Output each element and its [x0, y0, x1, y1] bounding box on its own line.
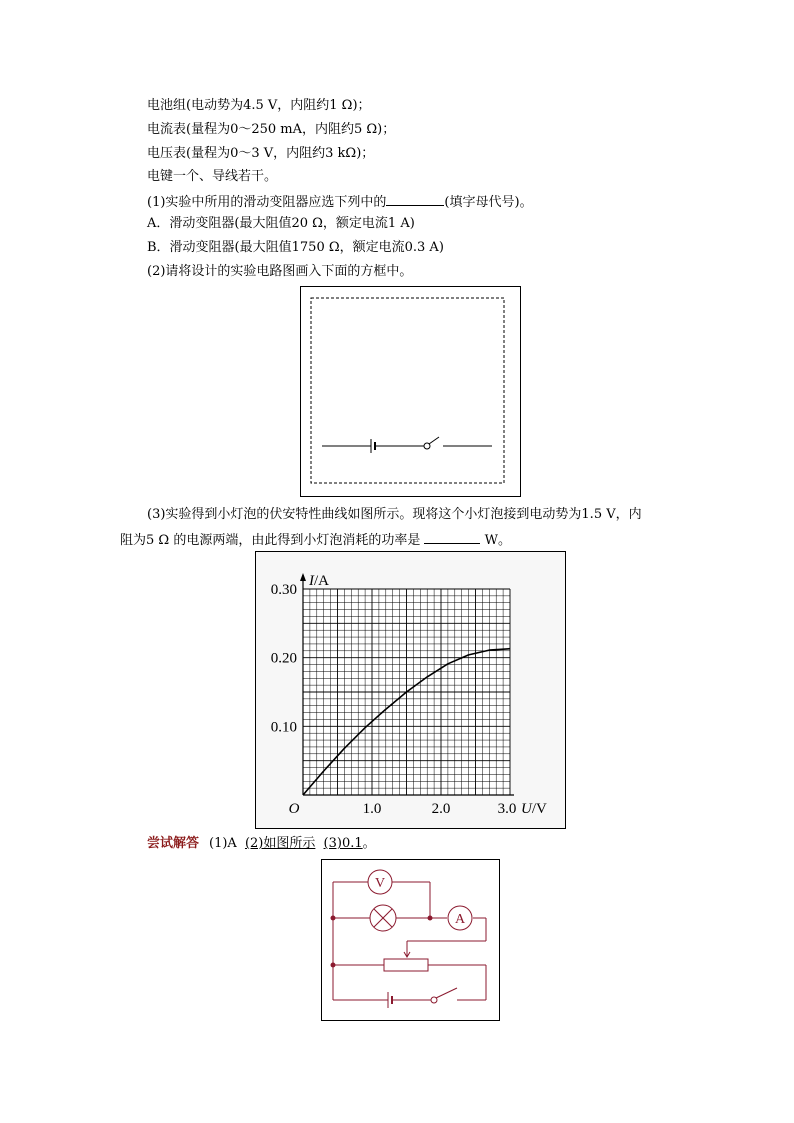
x-tick-label: 3.0 — [497, 801, 517, 817]
y-tick-label: 0.30 — [270, 582, 297, 598]
origin-label: O — [288, 801, 300, 817]
junction-dot — [331, 963, 336, 968]
junction-dot — [331, 916, 336, 921]
answer-circuit-diagram — [321, 859, 500, 1022]
ammeter-symbol — [448, 906, 472, 930]
voltmeter-symbol — [368, 870, 392, 894]
answer-3: (3)0.1 — [323, 836, 363, 851]
text-switch-wires: 电键一个、导线若干。 — [147, 169, 278, 184]
voltmeter-label: V — [374, 876, 386, 891]
x-axis-label: U/V — [521, 801, 547, 817]
text-battery: 电池组(电动势为4.5 V，内阻约1 Ω)； — [147, 98, 371, 113]
iv-curve-chart — [255, 551, 566, 829]
question-1-suffix: (填字母代号)。 — [444, 195, 533, 210]
y-tick-label: 0.10 — [270, 719, 297, 736]
question-3-line-2 — [120, 531, 511, 549]
ammeter-label: A — [454, 912, 466, 927]
question-2: (2)请将设计的实验电路图画入下面的方框中。 — [147, 264, 413, 279]
lamp-symbol — [370, 905, 396, 931]
y-tick-label: 0.20 — [270, 650, 297, 667]
answer-label: 尝试解答 — [147, 836, 200, 851]
y-axis-label: I/A — [309, 573, 329, 589]
text-ammeter: 电流表(量程为0～250 mA，内阻约5 Ω)； — [147, 122, 396, 137]
x-tick-label: 2.0 — [431, 801, 451, 817]
answer-1: (1)A — [209, 836, 237, 851]
option-a: A．滑动变阻器(最大阻值20 Ω，额定电流1 A) — [147, 216, 415, 231]
junction-dot — [428, 916, 433, 921]
answer-blank-1 — [386, 193, 444, 206]
circuit-drawing-box — [300, 286, 522, 498]
answer-end: 。 — [362, 836, 376, 851]
question-3-line-1: (3)实验得到小灯泡的伏安特性曲线如图所示。现将这个小灯泡接到电动势为1.5 V，内 — [147, 507, 642, 522]
x-tick-label: 1.0 — [362, 801, 382, 817]
text-voltmeter: 电压表(量程为0～3 V，内阻约3 kΩ)； — [147, 146, 375, 161]
question-3-prefix: 阻为5 Ω 的电源两端，由此得到小灯泡消耗的功率是 — [120, 533, 425, 548]
question-3-suffix: W。 — [480, 533, 511, 548]
option-b: B．滑动变阻器(最大阻值1750 Ω，额定电流0.3 A) — [147, 240, 444, 255]
answer-2: (2)如图所示 — [244, 836, 316, 851]
answer-line — [147, 836, 376, 852]
question-1 — [147, 193, 533, 211]
answer-blank-3 — [424, 531, 480, 544]
question-1-prefix: (1)实验中所用的滑动变阻器应选下列中的 — [147, 195, 387, 210]
